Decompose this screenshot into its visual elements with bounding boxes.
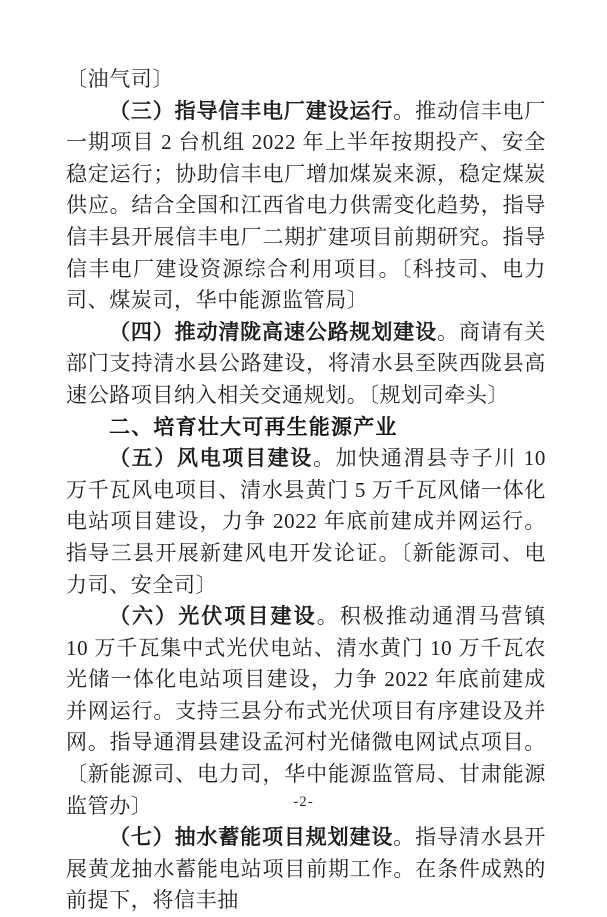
- item-6-body: 。积极推动通渭马营镇 10 万千瓦集中式光伏电站、清水黄门 10 万千瓦农光储一体化电站项目建设，力争 2022 年底前建成并网运行。支持三县分布式光伏项目有序建设及并网。指导通渭县建设孟河村光储微电网试点项目。〔新能源司、电力司，华中能源监管局、甘肃能源监管办〕: [66, 604, 546, 818]
- item-4-heading: （四）推动清陇高速公路规划建设: [109, 319, 437, 344]
- paragraph-item-4: [66, 317, 546, 412]
- item-3-heading: （三）指导信丰电厂建设运行: [109, 98, 394, 123]
- item-7-body: 。指导清水县开展黄龙抽水蓄能电站项目前期工作。在条件成熟的前提下，将信丰抽: [66, 825, 546, 913]
- paragraph-section-2: [66, 412, 546, 444]
- item-6-heading: （六）光伏项目建设: [109, 604, 317, 629]
- paragraph-dept-tag: [66, 64, 546, 96]
- paragraph-item-7: [66, 822, 546, 917]
- paragraph-item-5: [66, 443, 546, 601]
- page-number: -2-: [293, 794, 314, 810]
- dept-tag-text: 〔油气司〕: [66, 67, 174, 91]
- paragraph-item-3: [66, 96, 546, 317]
- item-4-body: 。商请有关部门支持清水县公路建设，将清水县至陕西陇县高速公路项目纳入相关交通规划。〔规划司牵头〕: [66, 319, 547, 407]
- item-5-body: 。加快通渭县寺子川 10 万千瓦风电项目、清水县黄门 5 万千瓦风储一体化电站项目建设，力争 2022 年底前建成并网运行。指导三县开展新建风电开发论证。〔新能源司、电力司、安全司〕: [66, 446, 547, 597]
- item-3-body: 。推动信丰电厂一期项目 2 台机组 2022 年上半年按期投产、安全稳定运行；协助信丰电厂增加煤炭来源，稳定煤炭供应。结合全国和江西省电力供需变化趋势，指导信丰县开展信丰电厂二期扩建项目前期研究。指导信丰电厂建设资源综合利用项目。〔科技司、电力司、煤炭司，华中能源监管局〕: [66, 98, 546, 313]
- item-7-heading: （七）抽水蓄能项目规划建设: [109, 825, 394, 850]
- section-2-heading: 二、培育壮大可再生能源产业: [109, 415, 398, 439]
- paragraph-item-6: [66, 601, 546, 822]
- document-body: [66, 64, 546, 917]
- item-5-heading: （五）风电项目建设: [109, 446, 313, 471]
